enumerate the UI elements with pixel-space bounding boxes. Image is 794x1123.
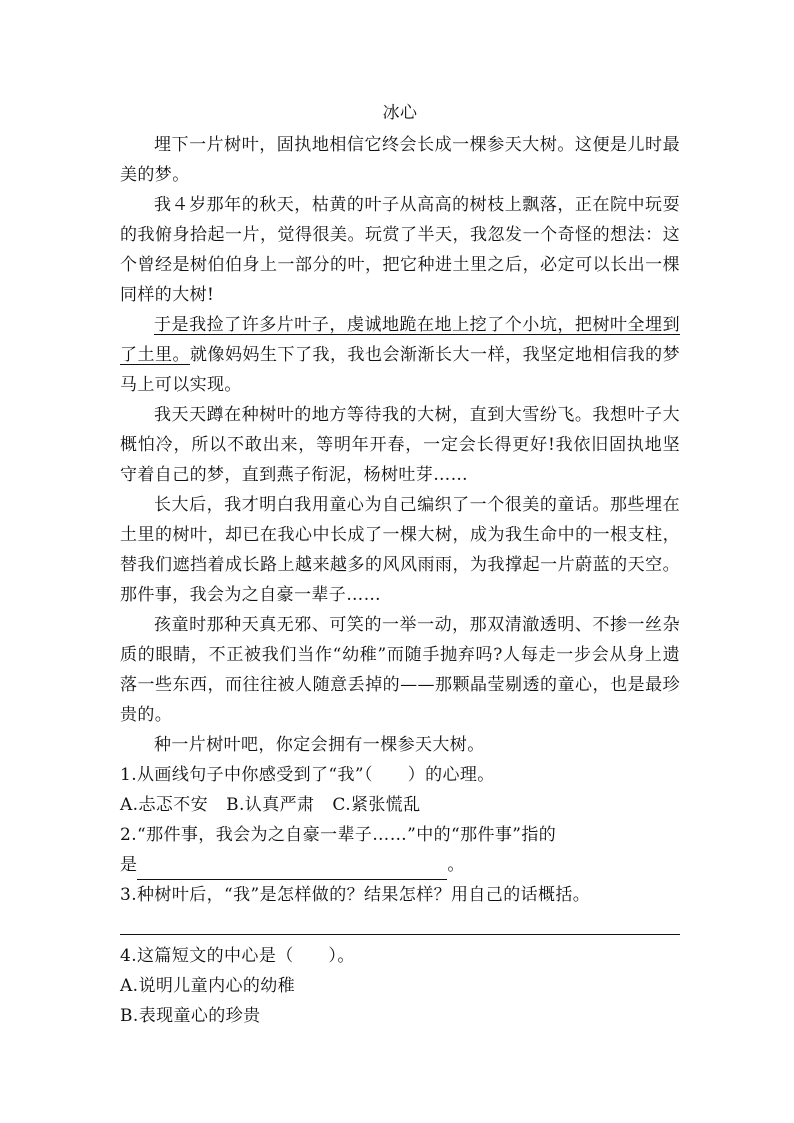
question-1: 1.从画线句子中你感受到了“我”（ ）的心理。: [120, 765, 495, 785]
paragraph-3: [120, 310, 680, 400]
underlined-sentence: 于是我捡了许多片叶子，虔诚地跪在地上挖了个小坑，把树叶全埋到了土里。: [120, 315, 680, 365]
question-3: 3.种树叶后，“我”是怎样做的？结果怎样？用自己的话概括。: [120, 885, 591, 905]
question-2-suffix: 。: [447, 855, 465, 875]
question-1-options: [120, 790, 680, 820]
paragraph-6: 孩童时那种天真无邪、可笑的一举一动，那双清澈透明、不掺一丝杂质的眼睛，不正被我们当作“幼稚”而随手抛弃吗?人每走一步会从身上遗落一些东西，而往往被人随意丢掉的——那颗晶莹剔透的童心，也是最珍贵的。: [120, 615, 680, 725]
paragraph-7: 种一片树叶吧，你定会拥有一棵参天大树。: [154, 735, 485, 755]
question-4: 4.这篇短文的中心是（ ）。: [120, 946, 355, 966]
question-4-option-a[interactable]: A.说明儿童内心的幼稚: [120, 976, 296, 996]
option-a[interactable]: A.忐忑不安: [120, 795, 209, 815]
paragraph-2: 我４岁那年的秋天，枯黄的叶子从高高的树枝上飘落，正在院中玩耍的我俯身拾起一片，觉得很美。玩赏了半天，我忽发一个奇怪的想法：这个曾经是树伯伯身上一部分的叶，把它种进土里之后，必定可以长出一棵同样的大树!: [120, 195, 680, 305]
paragraph-1: 埋下一片树叶，固执地相信它终会长成一棵参天大树。这便是儿时最美的梦。: [120, 135, 680, 185]
question-2-blank[interactable]: [137, 857, 447, 880]
question-3-answer-line[interactable]: [120, 910, 680, 935]
worksheet-page: [120, 98, 680, 1031]
paragraph-3-rest: 就像妈妈生下了我，我也会渐渐长大一样，我坚定地相信我的梦马上可以实现。: [120, 345, 680, 395]
passage-title: 冰心: [382, 103, 418, 123]
question-2-answer-row: [120, 850, 680, 880]
question-2-prefix: 是: [120, 855, 138, 875]
option-b[interactable]: B.认真严肃: [226, 795, 315, 815]
option-c[interactable]: C.紧张慌乱: [332, 795, 421, 815]
question-2: 2.“那件事，我会为之自豪一辈子……”中的“那件事”指的: [120, 825, 557, 845]
paragraph-5: 长大后，我才明白我用童心为自己编织了一个很美的童话。那些埋在土里的树叶，却已在我心中长成了一棵大树，成为我生命中的一根支柱，替我们遮挡着成长路上越来越多的风风雨雨，为我撑起一片蔚蓝的天空。那件事，我会为之自豪一辈子……: [120, 495, 680, 605]
question-4-option-b[interactable]: B.表现童心的珍贵: [120, 1006, 261, 1026]
paragraph-4: 我天天蹲在种树叶的地方等待我的大树，直到大雪纷飞。我想叶子大概怕冷，所以不敢出来，等明年开春，一定会长得更好!我依旧固执地坚守着自己的梦，直到燕子衔泥，杨树吐芽……: [120, 405, 680, 485]
